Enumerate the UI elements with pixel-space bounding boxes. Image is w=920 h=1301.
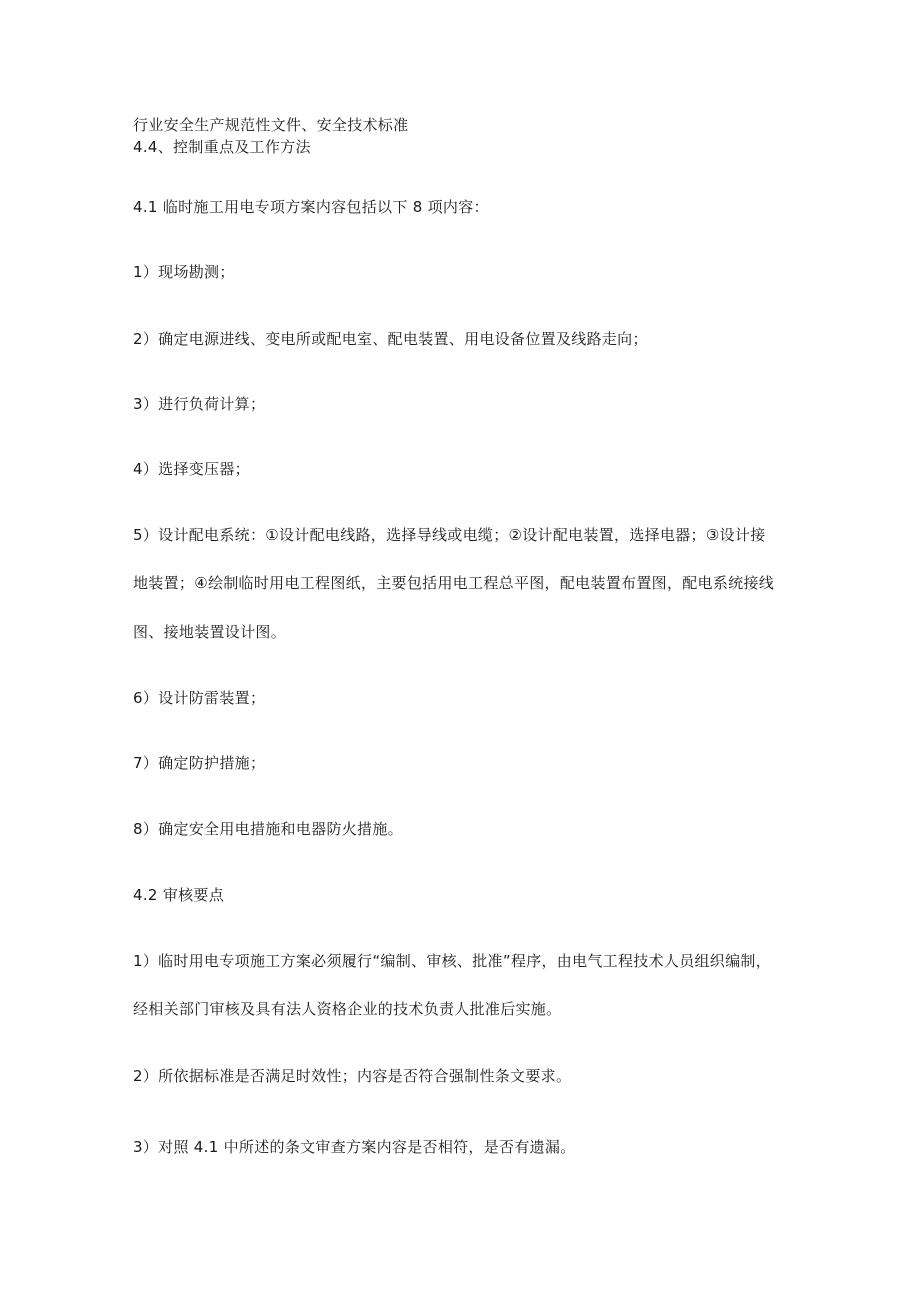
list-item: 3）进行负荷计算； xyxy=(133,395,266,413)
list-item: 1）临时用电专项施工方案必须履行“编制、审核、批准”程序，由电气工程技术人员组织编制， xyxy=(133,952,771,970)
section-4-1-title: 4.1 临时施工用电专项方案内容包括以下 8 项内容： xyxy=(133,198,489,216)
list-item: 8）确定安全用电措施和电器防火措施。 xyxy=(133,820,403,838)
list-item: 3）对照 4.1 中所述的条文审查方案内容是否相符，是否有遗漏。 xyxy=(133,1138,576,1156)
list-item: 1）现场勘测； xyxy=(133,263,235,281)
header-line-2: 4.4、控制重点及工作方法 xyxy=(133,138,311,156)
list-item: 4）选择变压器； xyxy=(133,460,250,478)
list-item-continuation: 经相关部门审核及具有法人资格企业的技术负责人批准后实施。 xyxy=(133,1000,562,1018)
section-4-2-title: 4.2 审核要点 xyxy=(133,886,225,904)
list-item: 2）所依据标准是否满足时效性；内容是否符合强制性条文要求。 xyxy=(133,1067,572,1085)
list-item-continuation: 图、接地装置设计图。 xyxy=(133,623,287,641)
list-item: 2）确定电源进线、变电所或配电室、配电装置、用电设备位置及线路走向； xyxy=(133,330,648,348)
list-item: 7）确定防护措施； xyxy=(133,754,266,772)
list-item: 6）设计防雷装置； xyxy=(133,689,266,707)
header-line-1: 行业安全生产规范性文件、安全技术标准 xyxy=(133,116,409,134)
list-item-continuation: 地装置；④绘制临时用电工程图纸，主要包括用电工程总平图，配电装置布置图，配电系统接线 xyxy=(133,574,775,592)
list-item: 5）设计配电系统：①设计配电线路，选择导线或电缆；②设计配电装置，选择电器；③设计接 xyxy=(133,526,766,544)
